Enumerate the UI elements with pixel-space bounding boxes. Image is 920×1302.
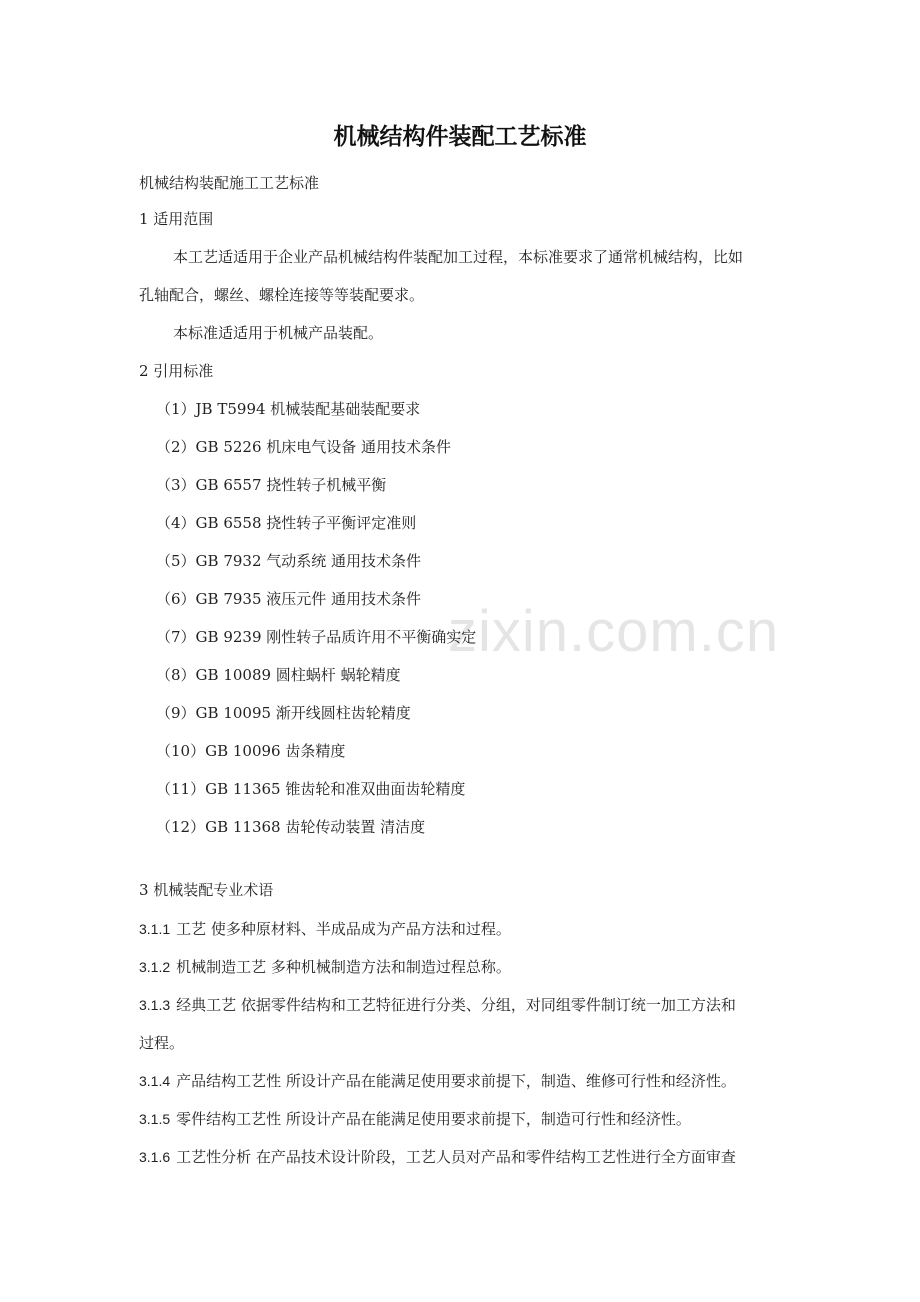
- reference-standard-item: （5）GB 7932 气动系统 通用技术条件: [156, 552, 422, 570]
- term-number: 3.1.6: [139, 1149, 171, 1165]
- term-number: 3.1.3: [139, 997, 171, 1013]
- term-number: 3.1.1: [139, 921, 171, 937]
- term-definition: [139, 956, 511, 977]
- reference-standard-item: （7）GB 9239 刚性转子品质许用不平衡确实定: [156, 628, 477, 646]
- section-2-heading: 2 引用标准: [139, 362, 214, 380]
- watermark: zixin.com.cn: [448, 599, 780, 664]
- reference-standard-item: （6）GB 7935 液压元件 通用技术条件: [156, 590, 422, 608]
- term-definition-continuation: [139, 1032, 184, 1053]
- section-3-heading: 3 机械装配专业术语: [139, 881, 274, 899]
- section-1-paragraph-line: 孔轴配合，螺丝、螺栓连接等等装配要求。: [139, 286, 425, 304]
- section-1-paragraph: 本标准适适用于机械产品装配。: [173, 324, 384, 342]
- reference-standard-item: （4）GB 6558 挠性转子平衡评定准则: [156, 514, 417, 532]
- reference-standard-item: （3）GB 6557 挠性转子机械平衡: [156, 476, 387, 494]
- reference-standard-item: （2）GB 5226 机床电气设备 通用技术条件: [156, 438, 452, 456]
- term-number: 3.1.5: [139, 1111, 171, 1127]
- term-text: 零件结构工艺性 所设计产品在能满足使用要求前提下，制造可行性和经济性。: [176, 1110, 691, 1128]
- reference-standard-item: （8）GB 10089 圆柱蜗杆 蜗轮精度: [156, 666, 401, 684]
- term-text: 机械制造工艺 多种机械制造方法和制造过程总称。: [176, 958, 511, 976]
- term-number: 3.1.2: [139, 959, 171, 975]
- reference-standard-item: （12）GB 11368 齿轮传动装置 清洁度: [156, 818, 426, 836]
- term-number: 3.1.4: [139, 1073, 171, 1089]
- section-1-paragraph-line: 本工艺适适用于企业产品机械结构件装配加工过程，本标准要求了通常机械结构，比如: [173, 248, 744, 266]
- term-definition: [139, 1070, 736, 1091]
- document-subtitle: 机械结构装配施工工艺标准: [139, 174, 320, 192]
- term-text: 经典工艺 依据零件结构和工艺特征进行分类、分组，对同组零件制订统一加工方法和: [176, 996, 736, 1014]
- term-text: 过程。: [139, 1034, 185, 1052]
- document-title: 机械结构件装配工艺标准: [333, 123, 587, 150]
- term-definition: [139, 918, 511, 939]
- term-definition: [139, 1108, 691, 1129]
- reference-standard-item: （10）GB 10096 齿条精度: [156, 742, 346, 760]
- reference-standard-item: （9）GB 10095 渐开线圆柱齿轮精度: [156, 704, 411, 722]
- section-1-heading: 1 适用范围: [139, 210, 214, 228]
- term-definition: [139, 994, 736, 1015]
- term-text: 工艺性分析 在产品技术设计阶段，工艺人员对产品和零件结构工艺性进行全方面审查: [176, 1148, 736, 1166]
- reference-standard-item: （11）GB 11365 锥齿轮和准双曲面齿轮精度: [156, 780, 466, 798]
- term-text: 工艺 使多种原材料、半成品成为产品方法和过程。: [176, 920, 511, 938]
- term-definition: [139, 1146, 736, 1167]
- reference-standard-item: （1）JB T5994 机械装配基础装配要求: [156, 400, 421, 418]
- term-text: 产品结构工艺性 所设计产品在能满足使用要求前提下，制造、维修可行性和经济性。: [176, 1072, 736, 1090]
